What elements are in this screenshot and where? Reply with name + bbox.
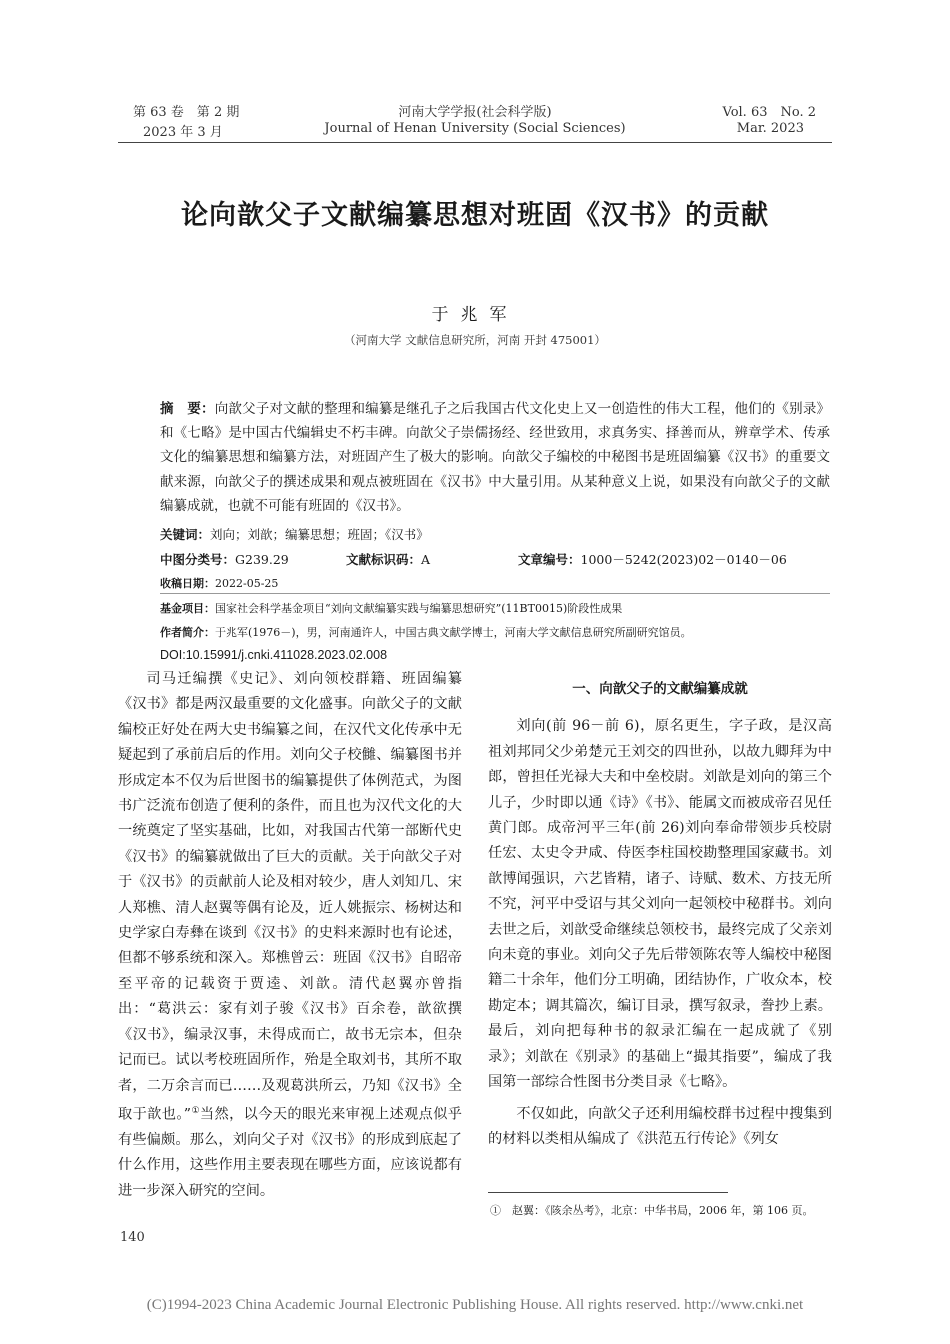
right-paragraph-2: 不仅如此，向歆父子还利用编校群书过程中搜集到的材料以类相从编成了《洪范五行传论》《列女 <box>488 1105 832 1147</box>
volume-issue-en: Vol. 63 No. 2 <box>722 105 816 120</box>
clc-label: 中图分类号： <box>160 552 236 567</box>
clc-number <box>160 550 289 568</box>
left-column <box>118 667 462 1204</box>
doc-code-value: A <box>421 552 431 567</box>
received-label: 收稿日期： <box>160 577 215 590</box>
right-paragraph-1: 刘向(前 96－前 6)，原名更生，字子政，是汉高祖刘邦同父少弟楚元王刘交的四世孙，以故九卿拜为中郎，曾担任光禄大夫和中垒校尉。刘歆是刘向的第三个儿子，少时即以通《诗》《书》、能属文而被成帝召见任黄门郎。成帝河平三年(前 26)刘向奉命带领步兵校尉任宏、太史令尹咸、侍医李柱国校勘整理国家藏书。刘歆博闻强识，六艺皆精，诸子、诗赋、数术、方技无所不究，河平中受诏与其父刘向一起领校中秘群书。刘向去世之后，刘歆受命继续总领校书，最终完成了父亲刘向未竟的事业。刘向父子先后带领陈农等人编校中秘图籍二十余年，他们分工明确，团结协作，广收众本，校勘定本；调其篇次，编订目录，撰写叙录，誊抄上素。最后，刘向把每种书的叙录汇编在一起成就了《别录》；刘歆在《别录》的基础上“撮其指要”，编成了我国第一部综合性图书分类目录《七略》。 <box>488 718 832 1091</box>
section-heading: 一、向歆父子的文献编纂成就 <box>572 681 748 697</box>
doc-code-label: 文献标识码： <box>346 552 422 567</box>
author-affiliation: （河南大学 文献信息研究所，河南 开封 475001） <box>344 333 606 347</box>
footnote <box>490 1202 813 1218</box>
fund <box>160 600 622 616</box>
article-title: 论向歆父子文献编纂思想对班固《汉书》的贡献 <box>181 200 769 231</box>
received-date <box>160 575 278 591</box>
publication-date-en: Mar. 2023 <box>736 121 804 136</box>
doc-code <box>346 550 430 568</box>
abstract <box>160 397 830 518</box>
copyright-watermark: (C)1994-2023 China Academic Journal Electronic Publishing House. All rights reserved. http://www.cnki.net <box>146 1297 804 1313</box>
author-bio-value: 于兆军(1976－)，男，河南通许人，中国古典文献学博士，河南大学文献信息研究所副研究馆员。 <box>215 626 692 639</box>
left-paragraph-text: 司马迁编撰《史记》、刘向领校群籍、班固编纂《汉书》都是两汉最重要的文化盛事。向歆父子的文献编校正好处在两大史书编纂之间，在汉代文化传承中无疑起到了承前启后的作用。刘向父子校雠、编纂图书并形成定本不仅为后世图书的编纂提供了体例范式，为图书广泛流布创造了便利的条件，而且也为汉代文化的大一统奠定了坚实基础，比如，对我国古代第一部断代史《汉书》的编纂就做出了巨大的贡献。关于向歆父子对于《汉书》的贡献前人论及相对较少，唐人刘知几、宋人郑樵、清人赵翼等偶有论及，近人姚振宗、杨树达和史学家白寿彝在谈到《汉书》的史料来源时也有论述，但都不够系统和深入。郑樵曾云：班固《汉书》自昭帝至平帝的记载资于贾逵、刘歆。清代赵翼亦曾指出：“葛洪云：家有刘子骏《汉书》百余卷，歆欲撰《汉书》，编录汉事，未得成而亡，故书无宗本，但杂记而已。试以考校班固所作，殆是全取刘书，其所不取者，二万余言而已……及观葛洪所云，乃知《汉书》全取于歆也。” <box>118 671 462 1123</box>
left-paragraph <box>118 667 462 1204</box>
received-value: 2022-05-25 <box>215 577 279 590</box>
article-number-value: 1000－5242(2023)02－0140－06 <box>580 552 787 567</box>
doi: DOI:10.15991/j.cnki.411028.2023.02.008 <box>160 648 388 662</box>
footnote-rule <box>488 1192 728 1193</box>
volume-issue: 第 63 卷 第 2 期 <box>133 105 240 120</box>
article-number <box>518 550 787 568</box>
fund-label: 基金项目： <box>160 602 215 615</box>
keywords-value: 刘向；刘歆；编纂思想；班固；《汉书》 <box>210 527 429 542</box>
article-number-label: 文章编号： <box>518 552 581 567</box>
footnote-ref[interactable]: ① <box>191 1105 200 1116</box>
abstract-text: 向歆父子对文献的整理和编纂是继孔子之后我国古代文化史上又一创造性的伟大工程，他们的《别录》和《七略》是中国古代编辑史不朽丰碑。向歆父子崇儒扬经、经世致用，求真务实、择善而从，辨章学术、传承文化的编纂思想和编纂方法，对班固产生了极大的影响。向歆父子编校的中秘图书是班固编纂《汉书》的重要文献来源，向歆父子的撰述成果和观点被班固在《汉书》中大量引用。从某种意义上说，如果没有向歆父子的文献编纂成就，也就不可能有班固的《汉书》。 <box>160 401 831 514</box>
meta-rule <box>160 593 830 594</box>
fund-value: 国家社会科学基金项目“刘向文献编纂实践与编纂思想研究”(11BT0015)阶段性成果 <box>215 602 623 615</box>
author-bio-label: 作者简介： <box>160 626 215 639</box>
right-column <box>488 667 832 1152</box>
clc-value: G239.29 <box>235 552 289 567</box>
footnote-mark: ① <box>490 1204 501 1217</box>
journal-name-cn: 河南大学学报(社会科学版) <box>398 105 552 120</box>
footnote-text: 赵翼：《陔余丛考》，北京：中华书局，2006 年，第 106 页。 <box>512 1204 814 1217</box>
author-bio <box>160 624 692 640</box>
article-author: 于兆军 <box>431 305 519 325</box>
page-number: 140 <box>120 1230 145 1245</box>
header-rule <box>118 142 832 143</box>
keywords <box>160 525 429 543</box>
publication-date: 2023 年 3 月 <box>143 125 223 140</box>
left-paragraph-tail: 当然，以今天的眼光来审视上述观点似乎有些偏颇。那么，刘向父子对《汉书》的形成到底起了什么作用，这些作用主要表现在哪些方面，应该说都有进一步深入研究的空间。 <box>118 1106 462 1199</box>
journal-name-en: Journal of Henan University (Social Sciences) <box>324 121 626 136</box>
keywords-label: 关键词： <box>160 527 211 542</box>
abstract-label: 摘 要： <box>160 401 215 417</box>
